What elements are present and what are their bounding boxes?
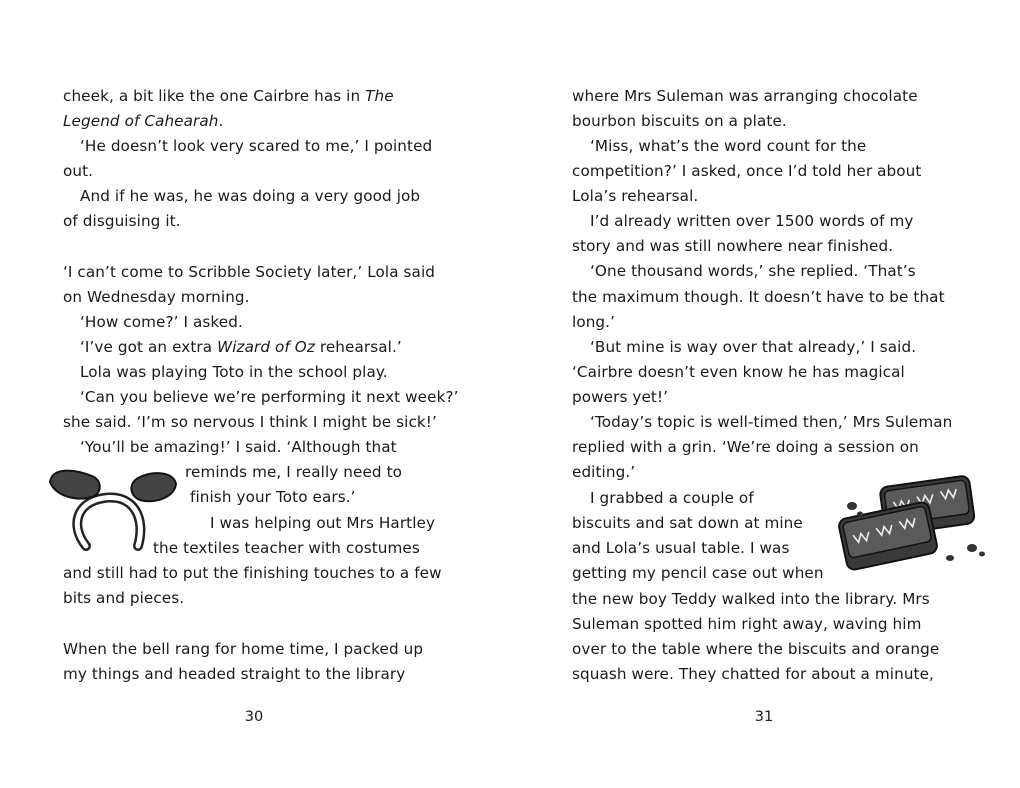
- text-line: [572, 662, 934, 687]
- text-run: I’d already written over 1500 words of my: [590, 212, 914, 230]
- text-run: Lola’s rehearsal.: [572, 187, 699, 205]
- text-line: [185, 460, 402, 485]
- text-run: long.’: [572, 313, 616, 331]
- text-line: [572, 612, 921, 637]
- text-run: out.: [63, 162, 94, 180]
- text-line: [80, 184, 420, 209]
- bourbon-biscuits-icon: [832, 474, 992, 574]
- text-run: where Mrs Suleman was arranging chocolate: [572, 87, 918, 105]
- text-line: [590, 259, 916, 284]
- text-line: [572, 84, 918, 109]
- text-line: [80, 335, 402, 360]
- page-number: 31: [754, 709, 774, 725]
- text-run: .: [218, 112, 224, 130]
- text-run: and still had to put the finishing touches to a few: [63, 564, 442, 582]
- text-run: rehearsal.’: [314, 338, 402, 356]
- text-run: ‘I can’t come to Scribble Society later,’ Lola said: [63, 263, 436, 281]
- text-line: [190, 485, 356, 510]
- text-run: ‘He doesn’t look very scared to me,’ I pointed: [80, 137, 433, 155]
- text-line: [80, 134, 432, 159]
- text-run: I was helping out Mrs Hartley: [210, 514, 436, 532]
- text-line: [63, 209, 181, 234]
- text-run: finish your Toto ears.’: [190, 488, 356, 506]
- text-run: And if he was, he was doing a very good job: [80, 187, 421, 205]
- text-line: [572, 159, 921, 184]
- italic-text: Wizard of Oz: [217, 338, 315, 356]
- text-line: [572, 587, 930, 612]
- text-run: and Lola’s usual table. I was: [572, 539, 790, 557]
- text-run: editing.’: [572, 463, 636, 481]
- text-run: the textiles teacher with costumes: [153, 539, 420, 557]
- text-run: my things and headed straight to the library: [63, 665, 406, 683]
- text-line: [63, 285, 250, 310]
- text-line: [572, 285, 945, 310]
- text-line: [572, 511, 803, 536]
- text-run: powers yet!’: [572, 388, 669, 406]
- text-line: [572, 234, 893, 259]
- text-line: [63, 109, 223, 134]
- text-line: [80, 310, 243, 335]
- text-line: [80, 385, 459, 410]
- text-run: reminds me, I really need to: [185, 463, 403, 481]
- text-line: [590, 335, 916, 360]
- text-line: [572, 184, 698, 209]
- text-run: she said. ‘I’m so nervous I think I might be sick!’: [63, 413, 437, 431]
- text-line: [572, 310, 615, 335]
- text-run: of disguising it.: [63, 212, 181, 230]
- text-run: ‘How come?’ I asked.: [80, 313, 243, 331]
- text-run: ‘I’ve got an extra: [80, 338, 218, 356]
- text-line: [572, 360, 905, 385]
- text-line: [80, 360, 388, 385]
- text-line: [572, 536, 789, 561]
- text-line: [80, 435, 397, 460]
- text-run: the new boy Teddy walked into the library. Mrs: [572, 590, 930, 608]
- text-line: [572, 109, 787, 134]
- text-run: Lola was playing Toto in the school play.: [80, 363, 388, 381]
- text-line: [63, 586, 184, 611]
- text-line: [210, 511, 435, 536]
- right-page: [510, 0, 1020, 788]
- text-run: biscuits and sat down at mine: [572, 514, 803, 532]
- text-run: Suleman spotted him right away, waving him: [572, 615, 922, 633]
- text-line: [572, 385, 668, 410]
- text-line: [590, 209, 914, 234]
- text-line: [63, 260, 435, 285]
- text-run: story and was still nowhere near finished.: [572, 237, 894, 255]
- text-line: [572, 561, 824, 586]
- text-line: [63, 662, 405, 687]
- text-line: [590, 486, 754, 511]
- text-run: bourbon biscuits on a plate.: [572, 112, 787, 130]
- text-run: I grabbed a couple of: [590, 489, 754, 507]
- text-line: [63, 410, 437, 435]
- text-run: ‘Can you believe we’re performing it next week?’: [80, 388, 459, 406]
- text-run: ‘But mine is way over that already,’ I said.: [590, 338, 917, 356]
- text-run: replied with a grin. ‘We’re doing a session on: [572, 438, 919, 456]
- text-run: ‘Miss, what’s the word count for the: [590, 137, 867, 155]
- italic-text: Legend of Cahearah: [63, 112, 219, 130]
- italic-text: The: [365, 87, 394, 105]
- text-line: [63, 84, 394, 109]
- text-line: [572, 637, 939, 662]
- text-line: [572, 460, 635, 485]
- text-line: [63, 159, 93, 184]
- text-run: ‘You’ll be amazing!’ I said. ‘Although that: [80, 438, 397, 456]
- dog-ears-headband-icon: [42, 462, 182, 554]
- text-run: the maximum though. It doesn’t have to be that: [572, 288, 945, 306]
- page-number: 30: [244, 709, 264, 725]
- text-line: [63, 561, 442, 586]
- text-line: [572, 435, 919, 460]
- text-run: getting my pencil case out when: [572, 564, 824, 582]
- text-line: [63, 637, 423, 662]
- text-run: When the bell rang for home time, I packed up: [63, 640, 424, 658]
- text-run: cheek, a bit like the one Cairbre has in: [63, 87, 366, 105]
- text-run: bits and pieces.: [63, 589, 185, 607]
- text-run: over to the table where the biscuits and orange: [572, 640, 940, 658]
- text-run: ‘Cairbre doesn’t even know he has magical: [572, 363, 905, 381]
- text-run: competition?’ I asked, once I’d told her about: [572, 162, 922, 180]
- text-run: squash were. They chatted for about a minute,: [572, 665, 934, 683]
- text-run: on Wednesday morning.: [63, 288, 250, 306]
- text-run: ‘Today’s topic is well-timed then,’ Mrs Suleman: [590, 413, 953, 431]
- text-line: [590, 134, 866, 159]
- text-run: ‘One thousand words,’ she replied. ‘That’s: [590, 262, 916, 280]
- text-line: [153, 536, 420, 561]
- text-line: [590, 410, 952, 435]
